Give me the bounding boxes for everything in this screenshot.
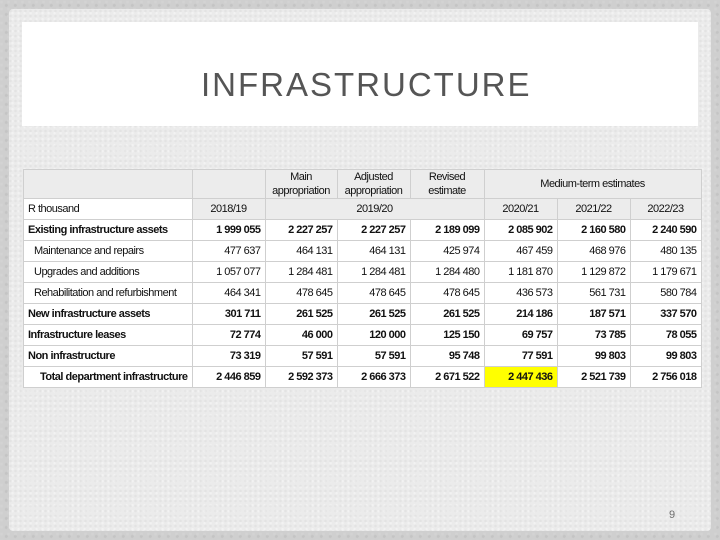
table-cell: 1 284 481 — [337, 262, 410, 283]
table-cell: 46 000 — [265, 325, 337, 346]
table-cell: 2 592 373 — [265, 367, 337, 388]
table-header-row-2 — [24, 199, 702, 220]
table-cell: 99 803 — [630, 346, 701, 367]
table-cell: 2 671 522 — [410, 367, 484, 388]
row-label: Upgrades and additions — [24, 262, 193, 283]
title-box — [22, 22, 698, 126]
table-cell: 561 731 — [557, 283, 630, 304]
table-cell: 2 756 018 — [630, 367, 701, 388]
slide — [9, 9, 711, 531]
table-row-total — [24, 367, 702, 388]
table-cell: 2 446 859 — [192, 367, 265, 388]
table-row — [24, 304, 702, 325]
table-cell: 2 189 099 — [410, 220, 484, 241]
table-cell: 187 571 — [557, 304, 630, 325]
table-cell: 337 570 — [630, 304, 701, 325]
table-cell: 464 341 — [192, 283, 265, 304]
table-cell: 2 666 373 — [337, 367, 410, 388]
table-cell: 77 591 — [484, 346, 557, 367]
header-year-2018: 2018/19 — [192, 199, 265, 220]
table-cell: 78 055 — [630, 325, 701, 346]
slide-title: INFRASTRUCTURE — [201, 66, 532, 103]
row-label: New infrastructure assets — [24, 304, 193, 325]
table-cell: 95 748 — [410, 346, 484, 367]
table-row — [24, 283, 702, 304]
table-cell: 468 976 — [557, 241, 630, 262]
table-row — [24, 241, 702, 262]
header-blank — [24, 170, 193, 199]
table-cell: 2 227 257 — [337, 220, 410, 241]
table-cell: 464 131 — [337, 241, 410, 262]
table-cell: 125 150 — [410, 325, 484, 346]
page-number: 9 — [669, 509, 676, 521]
header-year-2019: 2019/20 — [265, 199, 484, 220]
table-cell: 69 757 — [484, 325, 557, 346]
table-cell: 1 999 055 — [192, 220, 265, 241]
header-revised-estimate: Revised estimate — [410, 170, 484, 199]
row-label: Existing infrastructure assets — [24, 220, 193, 241]
highlighted-cell: 2 447 436 — [484, 367, 557, 388]
row-label: Maintenance and repairs — [24, 241, 193, 262]
table-cell: 261 525 — [265, 304, 337, 325]
header-unit: R thousand — [24, 199, 193, 220]
table-cell: 57 591 — [337, 346, 410, 367]
table-row — [24, 220, 702, 241]
row-label: Non infrastructure — [24, 346, 193, 367]
table-cell: 464 131 — [265, 241, 337, 262]
table-cell: 467 459 — [484, 241, 557, 262]
header-year-2021: 2021/22 — [557, 199, 630, 220]
header-year-2020: 2020/21 — [484, 199, 557, 220]
table-cell: 73 319 — [192, 346, 265, 367]
table-cell: 261 525 — [410, 304, 484, 325]
table-cell: 478 645 — [410, 283, 484, 304]
table-cell: 2 085 902 — [484, 220, 557, 241]
table-cell: 2 227 257 — [265, 220, 337, 241]
table-cell: 99 803 — [557, 346, 630, 367]
header-medium-term-estimates: Medium-term estimates — [484, 170, 701, 199]
table-cell: 214 186 — [484, 304, 557, 325]
table-cell: 2 240 590 — [630, 220, 701, 241]
header-adjusted-appropriation: Adjusted appropriation — [337, 170, 410, 199]
row-label: Total department infrastructure — [24, 367, 193, 388]
table-cell: 478 645 — [265, 283, 337, 304]
table-cell: 72 774 — [192, 325, 265, 346]
table-header-row-1 — [24, 170, 702, 199]
table-cell: 478 645 — [337, 283, 410, 304]
table-cell: 120 000 — [337, 325, 410, 346]
table-cell: 425 974 — [410, 241, 484, 262]
row-label: Infrastructure leases — [24, 325, 193, 346]
table-cell: 261 525 — [337, 304, 410, 325]
table-cell: 1 179 671 — [630, 262, 701, 283]
table-cell: 480 135 — [630, 241, 701, 262]
table-cell: 73 785 — [557, 325, 630, 346]
table-cell: 2 160 580 — [557, 220, 630, 241]
table-cell: 1 129 872 — [557, 262, 630, 283]
table-row — [24, 262, 702, 283]
table-cell: 301 711 — [192, 304, 265, 325]
table-cell: 1 284 481 — [265, 262, 337, 283]
table-row — [24, 346, 702, 367]
table-cell: 580 784 — [630, 283, 701, 304]
table-cell: 57 591 — [265, 346, 337, 367]
header-year-2022: 2022/23 — [630, 199, 701, 220]
table-row — [24, 325, 702, 346]
table-cell: 477 637 — [192, 241, 265, 262]
table-cell: 1 057 077 — [192, 262, 265, 283]
table-cell: 2 521 739 — [557, 367, 630, 388]
table-cell: 436 573 — [484, 283, 557, 304]
header-blank — [192, 170, 265, 199]
infrastructure-table — [23, 169, 702, 388]
table-cell: 1 181 870 — [484, 262, 557, 283]
header-main-appropriation: Main appropriation — [265, 170, 337, 199]
table-cell: 1 284 480 — [410, 262, 484, 283]
row-label: Rehabilitation and refurbishment — [24, 283, 193, 304]
